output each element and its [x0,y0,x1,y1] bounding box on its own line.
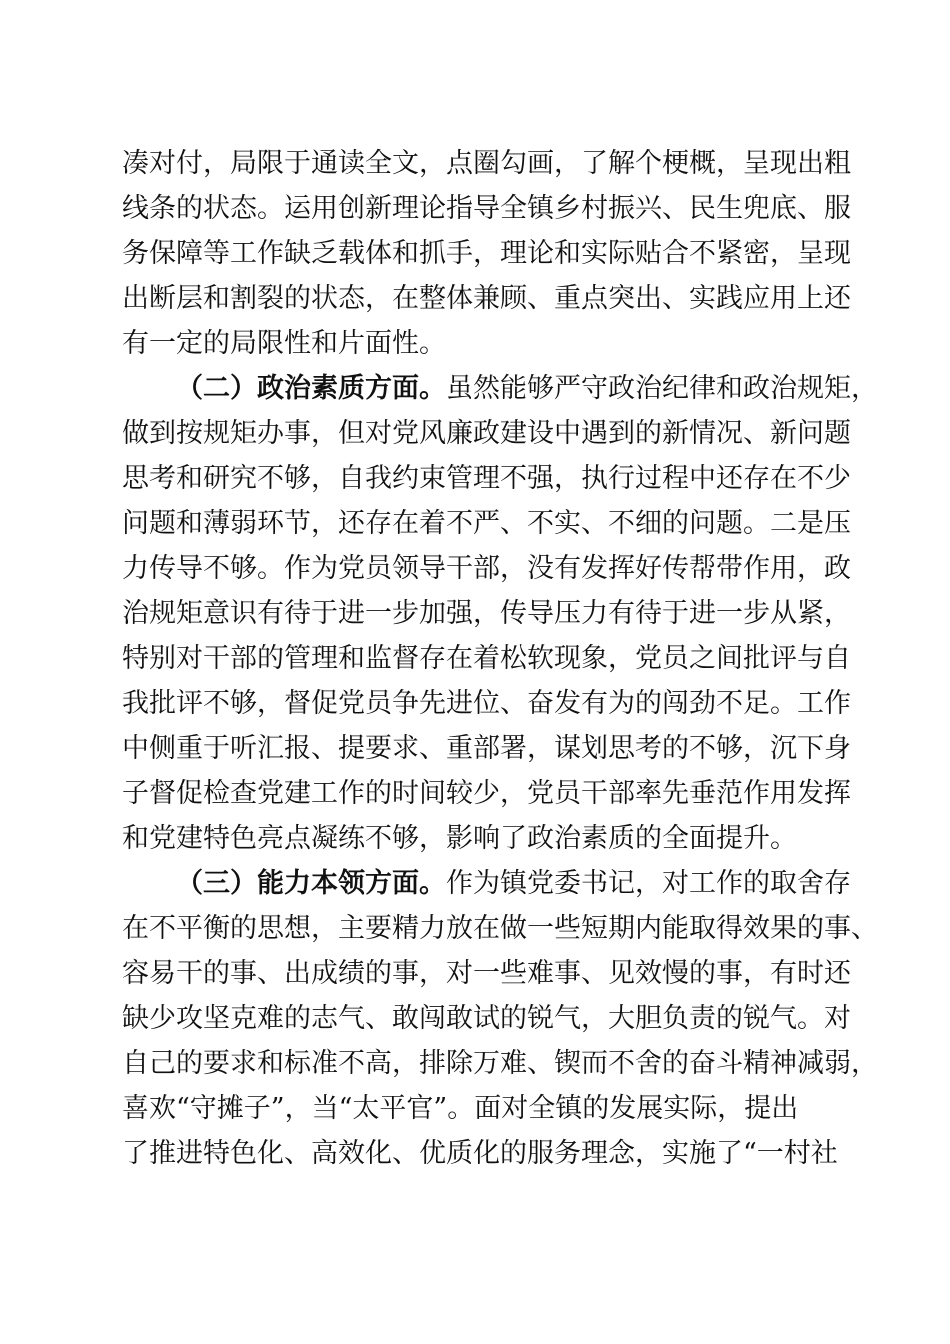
text-line: 思考和研究不够，自我约束管理不强，执行过程中还存在不少 [122,463,851,494]
text-line: 力传导不够。作为党员领导干部，没有发挥好传帮带作用，政 [122,553,851,584]
text-span: 作为镇党委书记，对工作的取舍存 [446,868,851,899]
text-line: 自己的要求和标准不高，排除万难、锲而不舍的奋斗精神减弱， [122,1048,878,1079]
text-line: 问题和薄弱环节，还存在着不严、不实、不细的问题。二是压 [122,508,851,539]
text-line: 凑对付，局限于通读全文，点圈勾画，了解个梗概，呈现出粗 [122,148,851,179]
text-line: 和党建特色亮点凝练不够，影响了政治素质的全面提升。 [122,823,797,854]
text-line: 缺少攻坚克难的志气、敢闯敢试的锐气，大胆负责的锐气。对 [122,1003,851,1034]
paragraph-first-line [176,367,878,411]
section-heading: （三）能力本领方面。 [176,868,446,899]
text-line: 了推进特色化、高效化、优质化的服务理念，实施了“一村社 [122,1138,838,1169]
text-line: 在不平衡的思想，主要精力放在做一些短期内能取得效果的事、 [122,913,878,944]
text-line: 子督促检查党建工作的时间较少，党员干部率先垂范作用发挥 [122,778,851,809]
text-line: 喜欢“守摊子”，当“太平官”。面对全镇的发展实际，提出 [122,1093,799,1124]
text-span: 虽然能够严守政治纪律和政治规矩， [446,373,878,404]
text-line: 我批评不够，督促党员争先进位、奋发有为的闯劲不足。工作 [122,688,851,719]
text-line: 务保障等工作缺乏载体和抓手，理论和实际贴合不紧密，呈现 [122,238,851,269]
text-line: 治规矩意识有待于进一步加强，传导压力有待于进一步从紧， [122,598,851,629]
text-line: 容易干的事、出成绩的事，对一些难事、见效慢的事，有时还 [122,958,851,989]
text-line: 出断层和割裂的状态，在整体兼顾、重点突出、实践应用上还 [122,283,851,314]
text-line: 线条的状态。运用创新理论指导全镇乡村振兴、民生兜底、服 [122,193,851,224]
text-line: 中侧重于听汇报、提要求、重部署，谋划思考的不够，沉下身 [122,733,851,764]
text-line: 有一定的局限性和片面性。 [122,328,446,359]
text-line: 做到按规矩办事，但对党风廉政建设中遇到的新情况、新问题 [122,418,851,449]
text-line: 特别对干部的管理和监督存在着松软现象，党员之间批评与自 [122,643,851,674]
section-heading: （二）政治素质方面。 [176,373,446,404]
paragraph-first-line [176,862,851,906]
